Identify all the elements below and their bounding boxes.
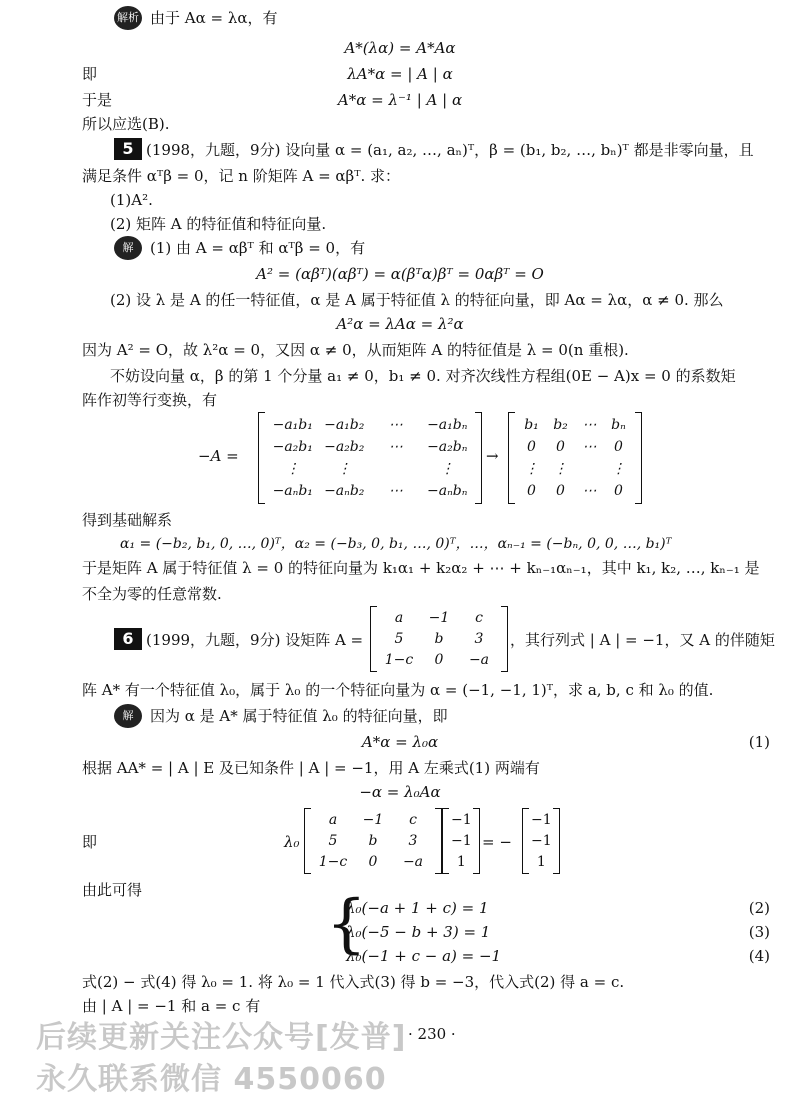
- s1-eq1: A*(λα) = A*Aα: [344, 39, 456, 57]
- s1-eq2: λA*α = | A | α: [347, 65, 453, 83]
- q5-matrix-reduced-cell-5: 0: [556, 439, 565, 455]
- q6-matrix-a-2-cell-5: 3: [408, 832, 418, 849]
- q5-matrix-neg-a-cell-15: −aₙbₙ: [427, 483, 468, 499]
- q5-matrix-reduced-cell-7: 0: [614, 439, 623, 455]
- q6-sysnum-2: (2): [748, 899, 770, 917]
- q5-line2: 满足条件 αᵀβ = 0，记 n 阶矩阵 A = αβᵀ. 求：: [82, 167, 401, 185]
- q6-sysnum-4: (4): [748, 947, 770, 965]
- q6-lambda: λ₀: [284, 833, 300, 851]
- q5-matrix-neg-a-cell-2: ⋯: [388, 417, 403, 433]
- q5-matrix-reduced-cell-4: 0: [527, 439, 536, 455]
- q6-matrix-a-grid: [379, 608, 499, 670]
- q5-line3: 因为 A² = O，故 λ²α = 0，又因 α ≠ 0，从而矩阵 A 的特征值是 λ = 0(n 重根).: [82, 341, 629, 359]
- s1-yushi: 于是: [82, 91, 113, 109]
- q5-matrix-reduced-cell-9: ⋮: [553, 461, 568, 477]
- q5-line8: 不全为零的任意常数.: [82, 585, 222, 603]
- q5-matrix-reduced-grid: [517, 414, 633, 502]
- q5-line4: 不妨设向量 α，β 的第 1 个分量 a₁ ≠ 0，b₁ ≠ 0. 对齐次线性方程组(0E − A)x = 0 的系数矩: [110, 367, 736, 385]
- q5-neg-a-label: −A =: [198, 447, 239, 465]
- q5-matrix-reduced-cell-0: b₁: [524, 417, 539, 433]
- system-brace-icon: {: [326, 887, 367, 961]
- watermark-line2: 永久联系微信 4550060: [36, 1062, 387, 1097]
- q5-matrix-neg-a-cell-4: −a₂b₁: [272, 439, 313, 455]
- q5-matrix-reduced-cell-14: ⋯: [582, 483, 597, 499]
- q6-matrix-a-2-cell-6: 1−c: [318, 853, 348, 870]
- q5-matrix-reduced-cell-12: 0: [527, 483, 536, 499]
- q6-vector-1-cell-2: 1: [456, 853, 466, 870]
- q5-matrix-neg-a-grid: [267, 414, 473, 502]
- q5-matrix-neg-a-cell-8: ⋮: [285, 461, 300, 477]
- q6-matrix-a-cell-1: −1: [428, 610, 450, 627]
- q6-ji: 即: [82, 833, 98, 851]
- q5-matrix-neg-a-cell-9: ⋮: [337, 461, 352, 477]
- q6-sys-1: λ₀(−a + 1 + c) = 1: [346, 899, 489, 917]
- q6-matrix-a-cell-2: c: [475, 610, 483, 627]
- q6-sysnum-3: (3): [748, 923, 770, 941]
- q5-line6: 得到基础解系: [82, 511, 173, 529]
- q5-matrix-neg-a-cell-0: −a₁b₁: [272, 417, 313, 433]
- page-number: · 230 ·: [408, 1025, 456, 1043]
- q6-vector-1-grid: [451, 810, 471, 872]
- q6-line4: 由此可得: [82, 881, 143, 899]
- q5-matrix-neg-a: [258, 412, 482, 504]
- q6-vector-1-cell-0: −1: [451, 812, 472, 829]
- q6-matrix-a-2-cell-1: −1: [362, 812, 384, 829]
- q5-matrix-neg-a-cell-14: ⋯: [388, 483, 403, 499]
- q6-matrix-a-2-cell-2: c: [409, 812, 417, 829]
- q5-matrix-neg-a-cell-6: ⋯: [388, 439, 403, 455]
- q5-matrix-reduced-cell-8: ⋮: [524, 461, 539, 477]
- q6-line6: 由 | A | = −1 和 a = c 有: [82, 997, 261, 1015]
- q6-post: ，其行列式 | A | = −1，又 A 的伴随矩: [510, 631, 775, 649]
- jie-badge-icon-2: 解: [114, 704, 142, 728]
- q5-part2: (2) 矩阵 A 的特征值和特征向量.: [110, 215, 327, 233]
- q6-matrix-a-2: [304, 808, 442, 874]
- q6-vector-1-cell-1: −1: [451, 832, 472, 849]
- jie-badge-icon: 解: [114, 236, 142, 260]
- q6-matrix-a-cell-0: a: [394, 610, 404, 627]
- q6-matrix-a-cell-7: 0: [434, 651, 444, 668]
- q6-eq1-number: (1): [748, 733, 770, 751]
- q5-matrix-reduced-cell-3: bₙ: [611, 417, 626, 433]
- q6-eq2: −α = λ₀Aα: [359, 783, 441, 801]
- q6-matrix-a-cell-8: −a: [468, 651, 490, 668]
- q6-matrix-a-2-cell-7: 0: [368, 853, 378, 870]
- q6-eq1: A*α = λ₀α: [361, 733, 439, 751]
- q6-vector-1: [442, 808, 480, 874]
- q5-matrix-neg-a-cell-1: −a₁b₂: [324, 417, 365, 433]
- q6-line5: 式(2) − 式(4) 得 λ₀ = 1. 将 λ₀ = 1 代入式(3) 得 b = −3，代入式(2) 得 a = c.: [82, 973, 625, 991]
- q5-sol2: (2) 设 λ 是 A 的任一特征值，α 是 A 属于特征值 λ 的特征向量，即 Aα = λα，α ≠ 0. 那么: [110, 291, 724, 309]
- q5-eq-l2: A²α = λAα = λ²α: [336, 315, 464, 333]
- q6-pre: (1999，九题，9分) 设矩阵 A =: [146, 631, 364, 649]
- q5-line5: 阵作初等行变换，有: [82, 391, 218, 409]
- q6-vector-2-cell-1: −1: [531, 832, 552, 849]
- q6-matrix-a-2-cell-4: b: [368, 832, 378, 849]
- q5-matrix-neg-a-cell-7: −a₂bₙ: [427, 439, 468, 455]
- q6-matrix-a-cell-5: 3: [474, 630, 484, 647]
- q5-matrix-neg-a-cell-12: −aₙb₁: [272, 483, 313, 499]
- q5-matrix-reduced: [508, 412, 642, 504]
- q6-eqsign: = −: [482, 833, 512, 851]
- q5-matrix-neg-a-cell-11: ⋮: [440, 461, 455, 477]
- q6-vector-2: [522, 808, 560, 874]
- s1-ji: 即: [82, 65, 98, 83]
- jiexi-badge-icon: 解析: [114, 6, 142, 30]
- q6-matrix-a-cell-4: b: [434, 630, 444, 647]
- q6-number-badge: 6: [114, 628, 142, 650]
- q5-matrix-neg-a-cell-5: −a₂b₂: [324, 439, 365, 455]
- q6-matrix-a-2-cell-3: 5: [328, 832, 338, 849]
- q5-number-badge: 5: [114, 138, 142, 160]
- q5-matrix-reduced-cell-1: b₂: [553, 417, 568, 433]
- q6-matrix-a-cell-3: 5: [394, 630, 404, 647]
- q5-matrix-reduced-cell-15: 0: [614, 483, 623, 499]
- watermark-line1: 后续更新关注公众号[发普]: [36, 1020, 407, 1055]
- q6-matrix-a-2-cell-8: −a: [402, 853, 424, 870]
- q5-basis-eq: α₁ = (−b₂, b₁, 0, …, 0)ᵀ，α₂ = (−b₃, 0, b₁, …, 0)ᵀ，…，αₙ₋₁ = (−bₙ, 0, 0, …, b₁)ᵀ: [120, 536, 672, 552]
- q6-vector-2-cell-2: 1: [536, 853, 546, 870]
- q5-line1: (1998，九题，9分) 设向量 α = (a₁, a₂, …, aₙ)ᵀ，β = (b₁, b₂, …, bₙ)ᵀ 都是非零向量，且: [146, 141, 754, 159]
- q5-matrix-reduced-cell-2: ⋯: [582, 417, 597, 433]
- q6-matrix-a: [370, 606, 508, 672]
- q5-matrix-reduced-cell-6: ⋯: [582, 439, 597, 455]
- q6-matrix-a-2-grid: [313, 810, 433, 872]
- s1-eq3: A*α = λ⁻¹ | A | α: [337, 91, 463, 109]
- q6-sys-3: λ₀(−1 + c − a) = −1: [346, 947, 502, 965]
- q5-part1: (1)A².: [110, 191, 153, 209]
- q5-matrix-reduced-cell-11: ⋮: [611, 461, 626, 477]
- q6-line2: 阵 A* 有一个特征值 λ₀，属于 λ₀ 的一个特征向量为 α = (−1, −1, 1)ᵀ，求 a, b, c 和 λ₀ 的值.: [82, 681, 714, 699]
- q5-matrix-neg-a-cell-13: −aₙb₂: [324, 483, 365, 499]
- q6-vector-2-cell-0: −1: [531, 812, 552, 829]
- q6-sys-2: λ₀(−5 − b + 3) = 1: [346, 923, 491, 941]
- q5-sol1: (1) 由 A = αβᵀ 和 αᵀβ = 0，有: [150, 239, 366, 257]
- q6-matrix-a-cell-6: 1−c: [384, 651, 414, 668]
- q5-line7: 于是矩阵 A 属于特征值 λ = 0 的特征向量为 k₁α₁ + k₂α₂ + ⋯ + kₙ₋₁αₙ₋₁，其中 k₁, k₂, …, kₙ₋₁ 是: [82, 559, 760, 577]
- q6-sol1: 因为 α 是 A* 属于特征值 λ₀ 的特征向量，即: [150, 707, 448, 725]
- q6-vector-2-grid: [531, 810, 551, 872]
- q6-line3: 根据 AA* = | A | E 及已知条件 | A | = −1，用 A 左乘式(1) 两端有: [82, 759, 540, 777]
- q5-eq-a2: A² = (αβᵀ)(αβᵀ) = α(βᵀα)βᵀ = 0αβᵀ = O: [256, 265, 544, 283]
- q5-arrow-icon: →: [486, 447, 499, 465]
- s1-line1: 由于 Aα = λα，有: [150, 9, 278, 27]
- s1-conclusion: 所以应选(B).: [82, 115, 170, 133]
- q6-matrix-a-2-cell-0: a: [328, 812, 338, 829]
- q5-matrix-neg-a-cell-3: −a₁bₙ: [427, 417, 468, 433]
- q5-matrix-reduced-cell-13: 0: [556, 483, 565, 499]
